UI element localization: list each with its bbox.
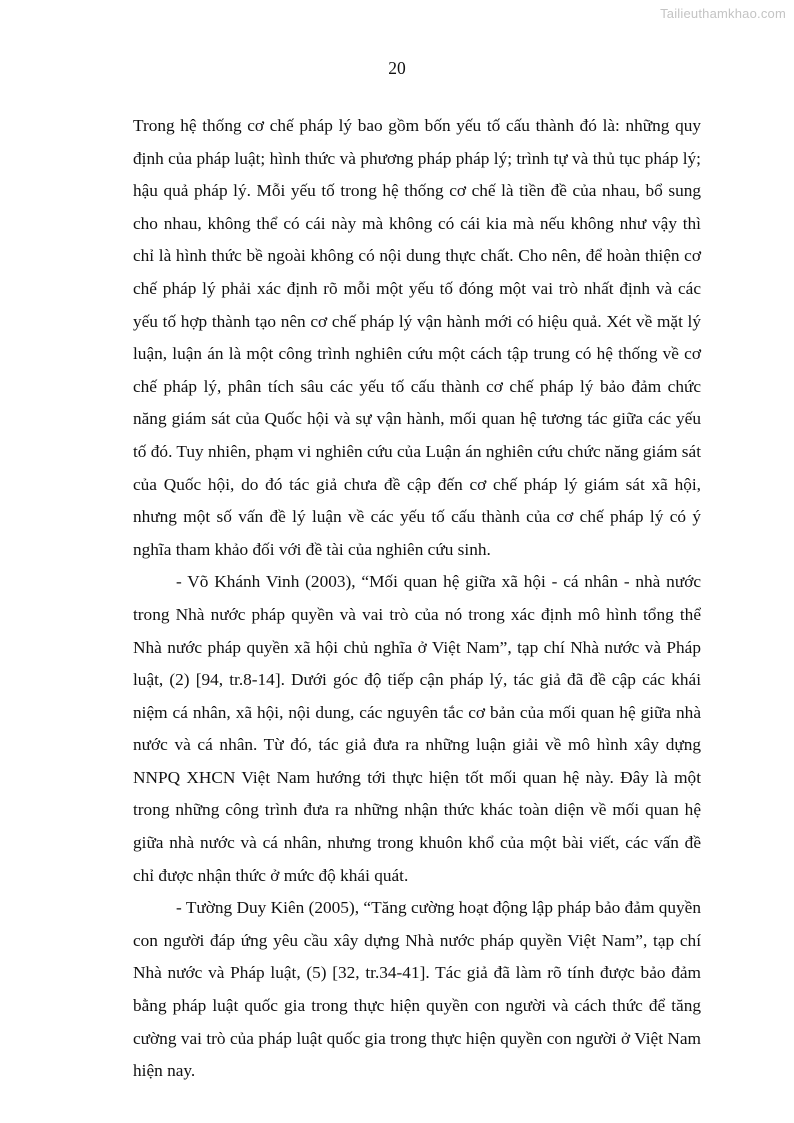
watermark: Tailieuthamkhao.com (660, 6, 786, 21)
paragraph-mechanism-summary: Trong hệ thống cơ chế pháp lý bao gồm bốn yếu tố cấu thành đó là: những quy định của pháp luật; hình thức và phương pháp pháp lý; trình tự và thủ tục pháp lý; hậu quả pháp lý. Mỗi yếu tố trong hệ thống cơ chế là tiền đề của nhau, bổ sung cho nhau, không thể có cái này mà không có cái kia mà nếu không như vậy thì chỉ là hình thức bề ngoài không có nội dung thực chất. Cho nên, để hoàn thiện cơ chế pháp lý phải xác định rõ mỗi một yếu tố đóng một vai trò nhất định và các yếu tố hợp thành tạo nên cơ chế pháp lý vận hành mới có hiệu quả. Xét về mặt lý luận, luận án là một công trình nghiên cứu một cách tập trung có hệ thống về cơ chế pháp lý, phân tích sâu các yếu tố cấu thành cơ chế pháp lý bảo đảm chức năng giám sát của Quốc hội và sự vận hành, mối quan hệ tương tác giữa các yếu tố đó. Tuy nhiên, phạm vi nghiên cứu của Luận án nghiên cứu chức năng giám sát của Quốc hội, do đó tác giả chưa đề cập đến cơ chế pháp lý giám sát xã hội, nhưng một số vấn đề lý luận về các yếu tố cấu thành của cơ chế pháp lý có ý nghĩa tham khảo đối với đề tài của nghiên cứu sinh. (133, 116, 701, 559)
paragraph-vo-khanh-vinh: - Võ Khánh Vinh (2003), “Mối quan hệ giữa xã hội - cá nhân - nhà nước trong Nhà nước pháp quyền và vai trò của nó trong xác định mô hình tổng thể Nhà nước pháp quyền xã hội chủ nghĩa ở Việt Nam”, tạp chí Nhà nước và Pháp luật, (2) [94, tr.8-14]. Dưới góc độ tiếp cận pháp lý, tác giả đã đề cập các khái niệm cá nhân, xã hội, nội dung, các nguyên tắc cơ bản của mối quan hệ giữa nhà nước và cá nhân. Từ đó, tác giả đưa ra những luận giải về mô hình xây dựng NNPQ XHCN Việt Nam hướng tới thực hiện tốt mối quan hệ này. Đây là một trong những công trình đưa ra những nhận thức khác toàn diện về mối quan hệ giữa nhà nước và cá nhân, nhưng trong khuôn khổ của một bài viết, các vấn đề chỉ được nhận thức ở mức độ khái quát. (133, 572, 701, 885)
paragraph-tuong-duy-kien: - Tường Duy Kiên (2005), “Tăng cường hoạt động lập pháp bảo đảm quyền con người đáp ứng yêu cầu xây dựng Nhà nước pháp quyền Việt Nam”, tạp chí Nhà nước và Pháp luật, (5) [32, tr.34-41]. Tác giả đã làm rõ tính được bảo đảm bằng pháp luật quốc gia trong thực hiện quyền con người và cách thức để tăng cường vai trò của pháp luật quốc gia trong thực hiện quyền con người ở Việt Nam hiện nay. (133, 898, 701, 1081)
document-body (133, 110, 701, 1088)
page-number: 20 (388, 58, 406, 78)
